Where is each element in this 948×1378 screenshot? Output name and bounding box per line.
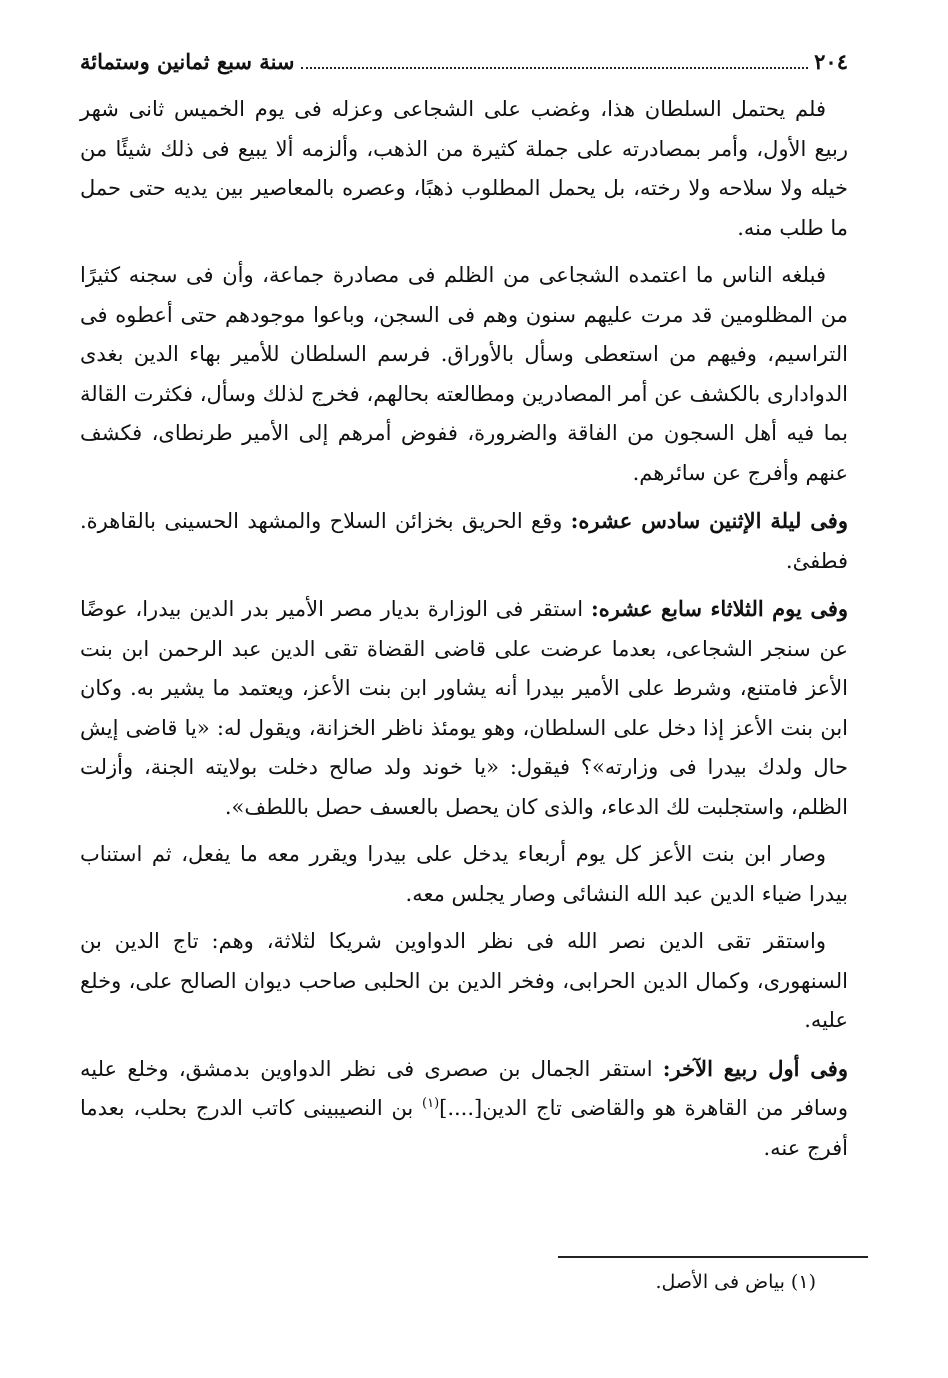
paragraph: وصار ابن بنت الأعز كل يوم أربعاء يدخل على بيدرا ويقرر معه ما يفعل، ثم استناب بيدرا ضياء الدين عبد الله النشائى وصار يجلس معه.	[80, 842, 848, 906]
footnote: (١) بياض فى الأصل.	[655, 1271, 816, 1293]
paragraph-text: بن النصيبينى كاتب الدرج بحلب، بعدما أفرج عنه.	[80, 1096, 848, 1160]
footnote-separator	[558, 1256, 868, 1258]
paragraph-text: وقع الحريق بخزائن السلاح والمشهد الحسينى بالقاهرة. فطفئ.	[80, 509, 848, 573]
paragraph	[80, 501, 848, 581]
paragraph-text: استقر الجمال بن صصرى فى نظر الدواوين بدمشق، وخلع عليه وسافر من القاهرة هو والقاضى تاج الدين[....]	[80, 1056, 848, 1120]
body-text	[80, 90, 848, 1168]
paragraph: فبلغه الناس ما اعتمده الشجاعى من الظلم فى مصادرة جماعة، وأن فى سجنه كثيرًا من المظلومين قد مرت عليهم سنون وهم فى السجن، وباعوا موجودهم حتى أعطوه فى التراسيم، وفيهم من استعطى وسأل بالأوراق. فرسم السلطان للأمير بهاء الدين بغدى الدوادارى بالكشف عن أمر المصادرين ومطالعته بحالهم، فخرج لذلك وسأل، فكثرت القالة بما فيه أهل السجون من الفاقة والضرورة، ففوض أمرهم إلى الأمير طرنطاى، فكشف عنهم وأفرج عن سائرهم.	[80, 263, 848, 485]
book-page	[80, 40, 848, 1176]
paragraph-text: استقر فى الوزارة بديار مصر الأمير بدر الدين بيدرا، عوضًا عن سنجر الشجاعى، بعدما عرضت على قاضى القضاة تقى الدين عبد الرحمن ابن بنت الأعز فامتنع، وشرط على الأمير بيدرا أنه يشاور ابن بنت الأعز، ويعتمد ما يشير به. وكان ابن بنت الأعز إذا دخل على السلطان، وهو يومئذ ناظر الخزانة، ويقول له: «يا قاضى إيش حال ولدك بيدرا فى وزارته»؟ فيقول: «يا خوند ولد صالح دخلت بولايته الجنة، وأزلت الظلم، واستجلبت لك الدعاء، والذى كان يحصل بالعسف حصل باللطف».	[80, 597, 848, 819]
paragraph	[80, 589, 848, 827]
paragraph: فلم يحتمل السلطان هذا، وغضب على الشجاعى وعزله فى يوم الخميس ثانى شهر ربيع الأول، وأمر بمصادرته على جملة كثيرة من الذهب، وألزمه ألا يبيع فى ذلك شيئًا من خيله ولا سلاحه ولا رخته، بل يحمل المطلوب ذهبًا، وعصره بالمعاصير بين يديه حتى حمل ما طلب منه.	[80, 97, 848, 240]
footnote-reference: (١)	[422, 1096, 440, 1111]
paragraph	[80, 1049, 848, 1169]
paragraph-lead-in: وفى ليلة الإثنين سادس عشره:	[570, 508, 848, 533]
dotted-leader	[301, 66, 809, 69]
paragraph: واستقر تقى الدين نصر الله فى نظر الدواوين شريكا لثلاثة، وهم: تاج الدين بن السنهورى، وكمال الدين الحرابى، وفخر الدين بن الحلبى صاحب ديوان الصالح على، وخلع عليه.	[80, 929, 848, 1032]
page-number: ٢٠٤	[814, 49, 848, 74]
paragraph-lead-in: وفى أول ربيع الآخر:	[662, 1055, 848, 1081]
running-header-title: سنة سبع ثمانين وستمائة	[80, 49, 295, 74]
running-header	[80, 40, 848, 84]
paragraph-lead-in: وفى يوم الثلاثاء سابع عشره:	[590, 596, 849, 621]
